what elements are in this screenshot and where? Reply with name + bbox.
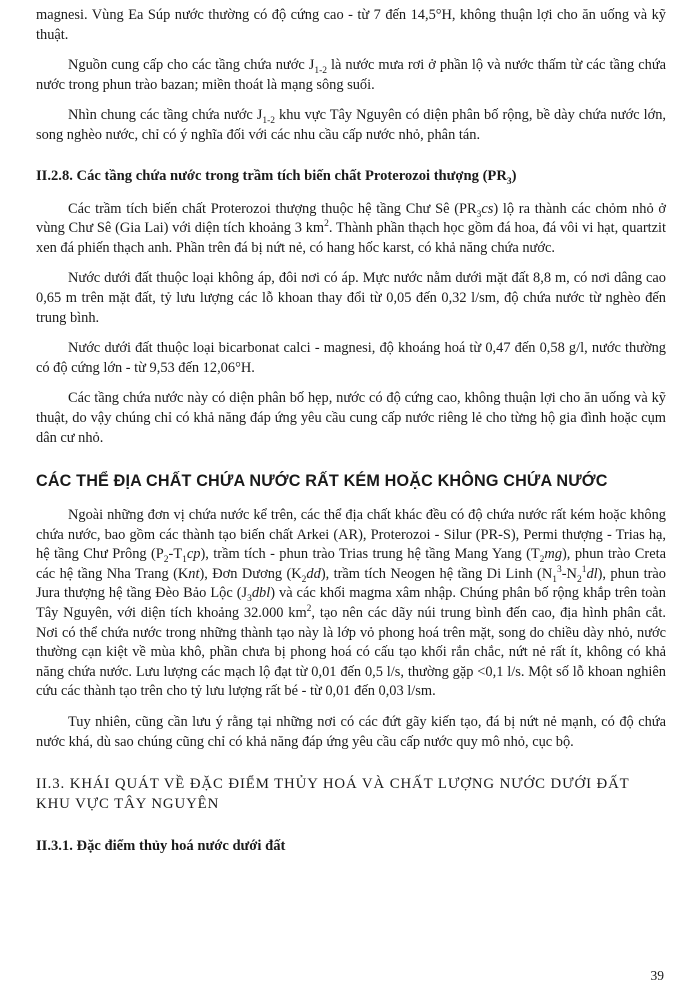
text-segment: ), trầm tích Neogen hệ tầng Di Linh (N: [320, 565, 553, 582]
text-segment: 3: [557, 565, 562, 576]
text-segment: mg: [544, 546, 563, 563]
text-segment: ), phun trào Jura thượng hệ tầng Đèo Bảo Lộc (J: [36, 565, 666, 602]
paragraph-supply-source: Nguồn cung cấp cho các tầng chứa nước $J_{1-2}$ là nước mưa rơi ở phần lộ và nước thấm từ các tầng chứa nước trong phun trào bazan; miền thoát là mạng sông suối.: [36, 57, 667, 93]
paragraph-ea-sup: magnesi. Vùng Ea Súp nước thường có độ cứng cao - từ 7 đến 14,5°H, không thuận lợi cho ăn uống và kỹ thuật.: [36, 7, 666, 43]
text-segment: 2: [306, 604, 312, 615]
paragraph-chu-se: Các trầm tích biến chất Proterozoi thượng thuộc hệ tầng Chư Sê $(PR_3cs)$ lộ ra thành các chỏm nhỏ ở vùng Chư Sê (Gia Lai) với diện tích khoảng 3 $km^2$. Thành phần thạch học gồm đá hoa, đá vôi vi hạt, quartzit xen đá phiến thạch anh. Phần trên đá bị nứt nẻ, có hang hốc karst, có khả năng chứa nước.: [36, 200, 667, 256]
paragraph-other-formations: [36, 506, 666, 702]
text-segment: Ngoài những đơn vị chứa nước kể trên, các thể địa chất khác đều có độ chứa nước rất kém hoặc không chứa nước, bao gồm các thành tạo biến chất Arkei (AR), Proterozoi - Silur (PR-S), Permi thượng - Trias hạ, hệ tầng Chư Prông (P: [36, 507, 666, 563]
text-segment: 1: [552, 574, 557, 585]
document-page: [36, 6, 666, 870]
text-segment: cp: [186, 546, 201, 563]
text-segment: ), phun trào Creta các hệ tầng Nha Trang (K: [36, 546, 666, 582]
subsection-heading-hydrochemistry: II.3.1. Đặc điểm thủy hoá nước dưới đất: [36, 838, 286, 855]
text-segment: dd: [306, 565, 321, 582]
text-segment: 1: [182, 555, 187, 566]
paragraph-groundwater-level: Nước dưới đất thuộc loại không áp, đôi nơi có áp. Mực nước nằm dưới mặt đất 8,8 m, có nơi dâng cao 0,65 m trên mặt đất, tỷ lưu lượng các lỗ khoan thay đổi từ 0,05 đến 0,32 l/sm, độ chứa nước từ nghèo đến trung bình.: [36, 270, 666, 326]
text-segment: 2: [576, 574, 582, 585]
text-segment: dbl: [251, 585, 271, 602]
text-segment: -T: [168, 546, 183, 563]
text-segment: 2: [163, 555, 169, 566]
text-segment: ), Đơn Dương (K: [199, 565, 302, 582]
paragraph-faults: Tuy nhiên, cũng cần lưu ý rằng tại những nơi có các đứt gãy kiến tạo, đá bị nứt nẻ mạnh, có độ chứa nước khá, dù sao chúng cũng chỉ có khả năng đáp ứng yêu cầu cấp nước quy mô nhỏ, cục bộ.: [36, 714, 666, 750]
major-heading-poor-aquifers: CÁC THỂ ĐỊA CHẤT CHỨA NƯỚC RẤT KÉM HOẶC KHÔNG CHỨA NƯỚC: [36, 472, 608, 491]
paragraph-narrow-distribution: Các tầng chứa nước này có diện phân bố hẹp, nước có độ cứng cao, không thuận lợi cho ăn uống và kỹ thuật, do vậy chúng chỉ có khả năng đáp ứng yêu cầu cung cấp nước riêng lẻ cho từng hộ gia đình hoặc cụm dân cư nhỏ.: [36, 390, 666, 446]
text-segment: 2: [539, 555, 545, 566]
paragraph-bicarbonat: Nước dưới đất thuộc loại bicarbonat calci - magnesi, độ khoáng hoá từ 0,47 đến 0,58 g/l, nước thường có độ cứng lớn - từ 9,53 đến 12,06°H.: [36, 340, 666, 376]
text-segment: -N: [561, 565, 577, 582]
page-number: 39: [650, 968, 664, 983]
paragraph-overview: Nhìn chung các tầng chứa nước $J_{1-2}$ khu vực Tây Nguyên có diện phân bố rộng, bề dày chứa nước lớn, song nghèo nước, chỉ có ý nghĩa đối với các nhu cầu cấp nước nhỏ, phân tán.: [36, 107, 666, 143]
text-segment: 1: [581, 565, 587, 576]
text-segment: , tạo nên các dãy núi trung bình đến cao, địa hình phân cắt. Nơi có thể chứa nước trong những thành tạo này là lớp vỏ phong hoá trên mặt, song do chiều dày nhỏ, nước thường cạn kiệt về mùa khô, phần chưa bị phong hoá có cấu tạo khối rắn chắc, nứt nẻ rất ít, không có khả năng chứa nước. Lưu lượng các mạch lộ đạt từ 0,01 đến 0,5 l/s, thường gặp <0,1 l/s. Một số lỗ khoan nghiên cứu các thành tạo trên cho tỷ lưu lượng rất bé - từ 0,01 đến 0,03 l/sm.: [36, 605, 667, 700]
text-segment: 2: [301, 574, 307, 585]
text-segment: dl: [586, 565, 598, 582]
text-segment: ), trầm tích - phun trào Trias trung hệ tầng Mang Yang (T: [200, 546, 540, 563]
chapter-heading-hydrochemistry: II.3. KHÁI QUÁT VỀ ĐẶC ĐIỂM THỦY HOÁ VÀ CHẤT LƯỢNG NƯỚC DƯỚI ĐẤT KHU VỰC TÂY NGUYÊN: [36, 776, 630, 813]
text-segment: nt: [188, 565, 200, 582]
text-segment: 3: [247, 594, 252, 605]
text-segment: ) và các khối magma xâm nhập. Chúng phân bố rộng khắp trên toàn Tây Nguyên, với diện tích khoảng 32.000 km: [36, 585, 666, 622]
section-heading-proterozoi: II.2.8. Các tầng chứa nước trong trầm tích biến chất Proterozoi thượng $(PR_3)$: [36, 167, 517, 187]
